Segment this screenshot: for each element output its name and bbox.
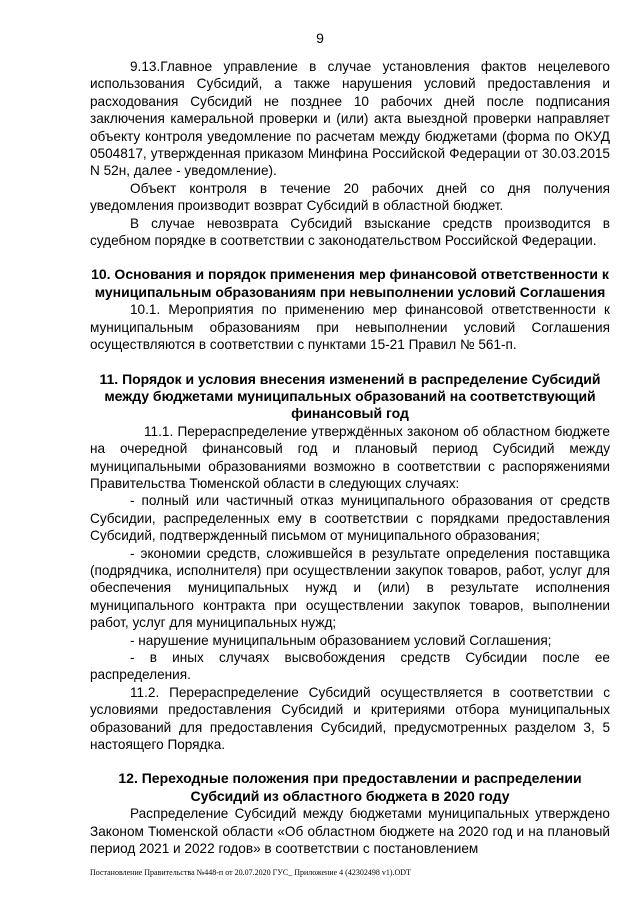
list-item-refusal: - полный или частичный отказ муниципального образования от средств Субсидии, распределенных ему в соответствии с порядками предоставления Субсидий, подтвержденный письмом от муниципального образования; bbox=[90, 493, 610, 544]
paragraph-9-13: 9.13.Главное управление в случае установления фактов нецелевого использования Субсидий, а также нарушения условий предоставления и расходования Субсидий не позднее 10 рабочих дней после подписания заключения камеральной проверки и (или) акта выездной проверки направляет объекту контроля уведомление по расчетам между бюджетами (форма по ОКУД 0504817, утвержденная приказом Минфина Российской Федерации от 30.03.2015 N 52н, далее - уведомление). bbox=[90, 59, 610, 179]
paragraph-10-1: 10.1. Мероприятия по применению мер финансовой ответственности к муниципальным образованиям при невыполнении условий Соглашения осуществляются в соответствии с пунктами 15-21 Правил № 561-п. bbox=[90, 302, 610, 353]
paragraph-11-2: 11.2. Перераспределение Субсидий осуществляется в соответствии с условиями предоставления Субсидий и критериями отбора муниципальных образований для предоставления Субсидий, предусмотренных разделом 3, 5 настоящего Порядка. bbox=[90, 684, 610, 753]
document-footer: Постановление Правительства №448-п от 20.07.2020 ГУС_ Приложение 4 (42302498 v1).ODT bbox=[90, 868, 411, 877]
paragraph-12-distribution: Распределение Субсидий между бюджетами муниципальных утверждено Законом Тюменской области «Об областном бюджете на 2020 год и на плановый период 2021 и 2022 годов» в соответствии с постановлением bbox=[90, 806, 610, 857]
list-item-savings: - экономии средств, сложившейся в результате определения поставщика (подрядчика, исполнителя) при осуществлении закупок товаров, работ, услуг для обеспечения муниципальных нужд и (или) в результате исполнения муниципального контракта при осуществлении закупок товаров, выполнении работ, услуг для муниципальных нужд; bbox=[90, 545, 610, 631]
list-item-violation: - нарушение муниципальным образованием условий Соглашения; bbox=[130, 632, 552, 648]
paragraph-11-1: 11.1. Перераспределение утверждённых законом об областном бюджете на очередной финансовый год и плановый период Субсидий между муниципальными образованиями возможно в соответствии с распоряжениями Правительства Тюменской области в следующих случаях: bbox=[90, 423, 610, 491]
paragraph-control-object: Объект контроля в течение 20 рабочих дней со дня получения уведомления производит возврат Субсидий в областной бюджет. bbox=[90, 180, 610, 214]
paragraph-non-return: В случае невозврата Субсидий взыскание средств производится в судебном порядке в соответствии с законодательством Российской Федерации. bbox=[90, 215, 610, 249]
list-item-other-cases: - в иных случаях высвобождения средств Субсидии после ее распределения. bbox=[90, 650, 610, 683]
section-heading-12: 12. Переходные положения при предоставлении и распределении Субсидий из областного бюджета в 2020 году bbox=[118, 770, 582, 804]
section-heading-10: 10. Основания и порядок применения мер финансовой ответственности к муниципальным образованиям при невыполнении условий Соглашения bbox=[91, 266, 609, 300]
section-heading-11: 11. Порядок и условия внесения изменений в распределение Субсидий между бюджетами муниципальных образований на соответствующий финансовый год bbox=[99, 370, 601, 422]
page-number: 9 bbox=[316, 30, 324, 46]
document-body bbox=[90, 58, 610, 857]
